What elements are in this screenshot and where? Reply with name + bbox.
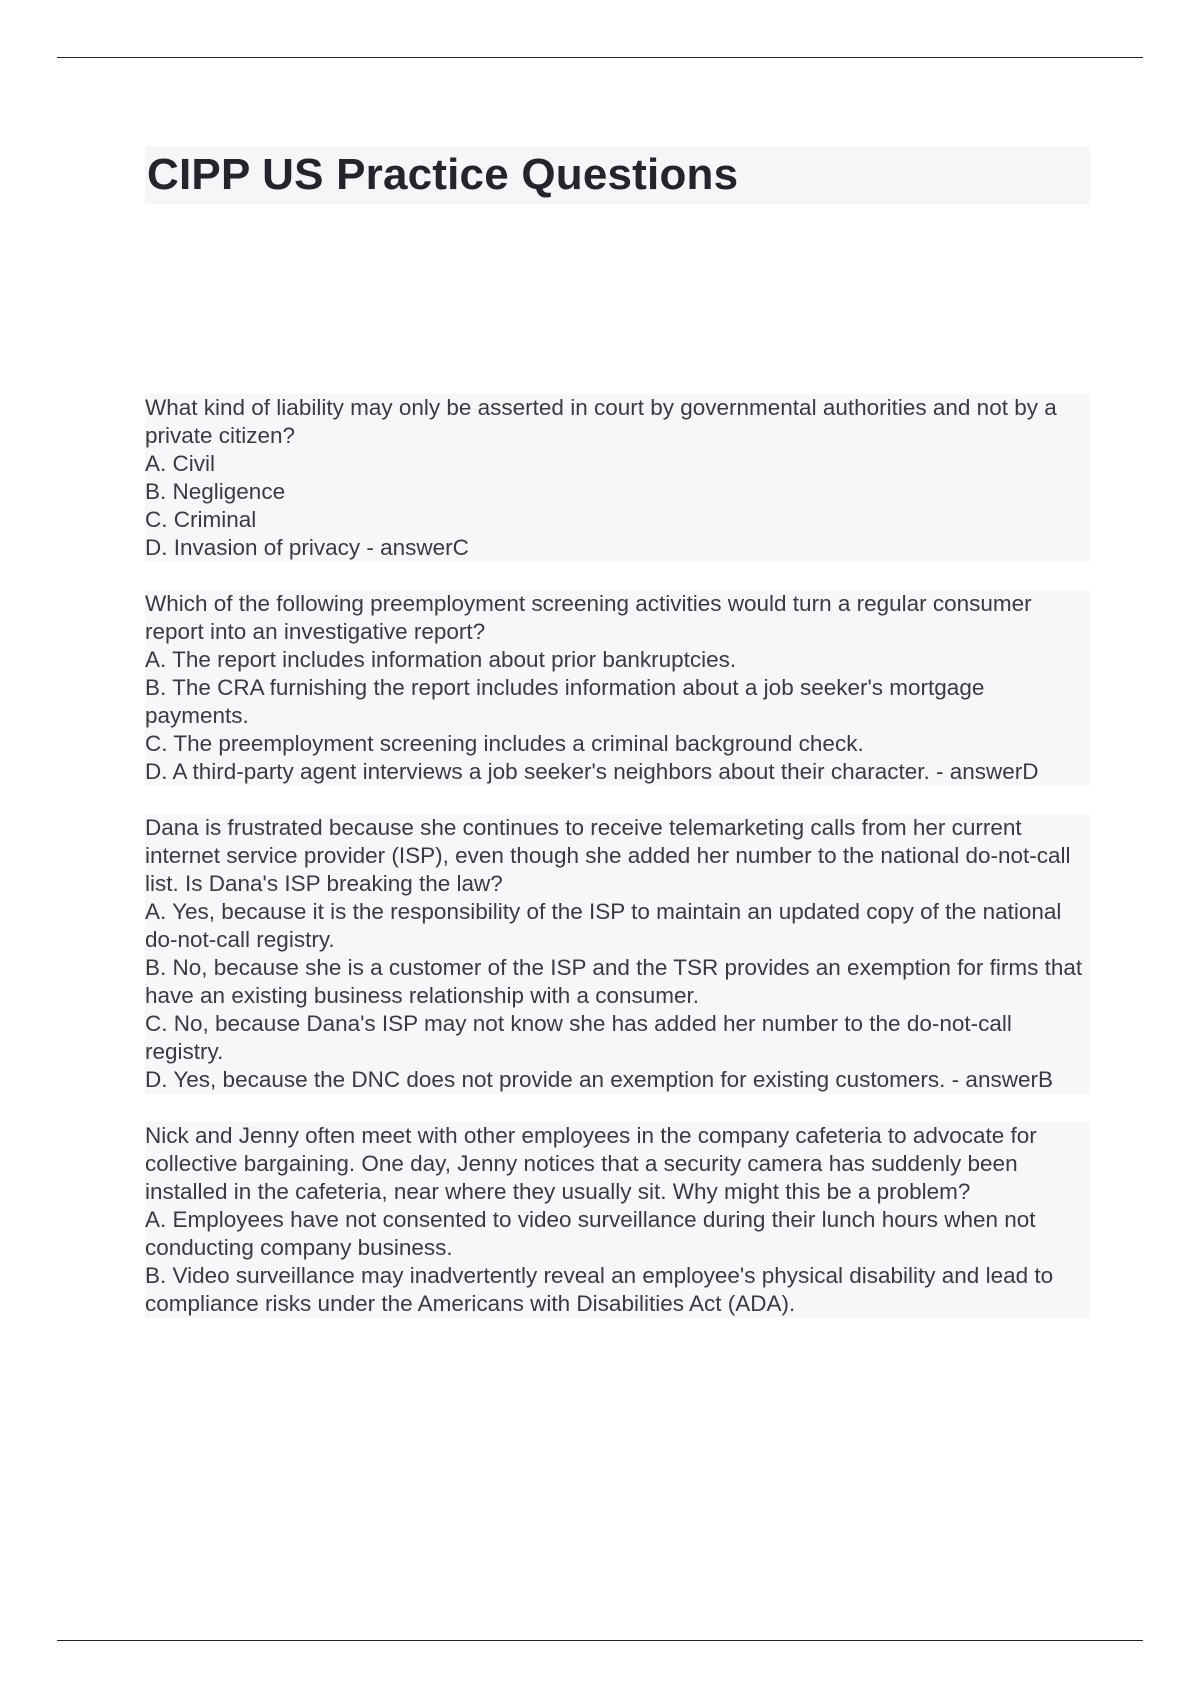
question-2 xyxy=(145,590,1090,786)
answer-option: C. The preemployment screening includes a criminal background check. xyxy=(145,730,1090,758)
question-stem: Dana is frustrated because she continues to receive telemarketing calls from her current internet service provider (ISP), even though she added her number to the national do-not-call list. Is Dana's ISP breaking the law? xyxy=(145,814,1090,898)
question-stem: What kind of liability may only be asserted in court by governmental authorities and not by a private citizen? xyxy=(145,394,1090,450)
document-body xyxy=(145,146,1090,1346)
question-stem: Nick and Jenny often meet with other employees in the company cafeteria to advocate for collective bargaining. One day, Jenny notices that a security camera has suddenly been installed in the cafeteria, near where they usually sit. Why might this be a problem? xyxy=(145,1122,1090,1206)
answer-option: A. Yes, because it is the responsibility of the ISP to maintain an updated copy of the national do-not-call registry. xyxy=(145,898,1090,954)
question-4 xyxy=(145,1122,1090,1318)
answer-option: D. A third-party agent interviews a job seeker's neighbors about their character. - answerD xyxy=(145,758,1090,786)
answer-option: B. No, because she is a customer of the ISP and the TSR provides an exemption for firms that have an existing business relationship with a consumer. xyxy=(145,955,1089,1008)
answer-option: D. Yes, because the DNC does not provide an exemption for existing customers. - answerB xyxy=(145,1066,1090,1094)
question-list xyxy=(145,394,1090,1318)
question-1 xyxy=(145,394,1090,562)
answer-option: B. The CRA furnishing the report includes information about a job seeker's mortgage payments. xyxy=(145,674,1090,730)
question-3 xyxy=(145,814,1090,1094)
answer-option: A. The report includes information about prior bankruptcies. xyxy=(145,646,1090,674)
bottom-rule xyxy=(57,1640,1143,1641)
top-rule xyxy=(57,57,1143,58)
answer-option: B. Negligence xyxy=(145,478,1090,506)
answer-option: A. Civil xyxy=(145,450,1090,478)
answer-option: D. Invasion of privacy - answerC xyxy=(145,534,1090,562)
answer-option: A. Employees have not consented to video surveillance during their lunch hours when not conducting company business. xyxy=(145,1206,1090,1262)
answer-option: C. Criminal xyxy=(145,506,1090,534)
document-title: CIPP US Practice Questions xyxy=(145,146,1090,204)
question-stem: Which of the following preemployment screening activities would turn a regular consumer report into an investigative report? xyxy=(145,590,1090,646)
answer-option: B. Video surveillance may inadvertently reveal an employee's physical disability and lead to compliance risks under the Americans with Disabilities Act (ADA). xyxy=(145,1262,1090,1318)
answer-option: C. No, because Dana's ISP may not know she has added her number to the do-not-call registry. xyxy=(145,1010,1090,1066)
